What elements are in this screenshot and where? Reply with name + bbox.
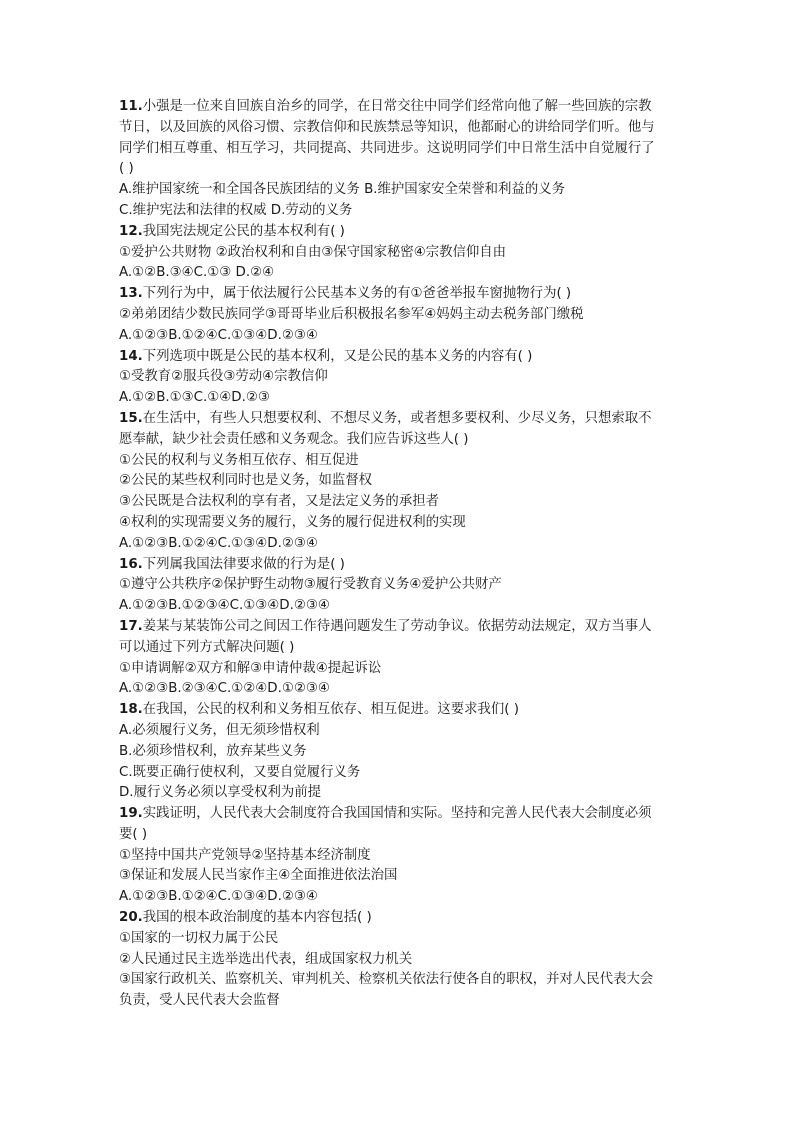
answer-choice: A.①②B.①③C.①④D.②③ bbox=[119, 390, 270, 406]
question-stem-continued bbox=[119, 825, 679, 846]
answer-choice: A.①②③B.①②④C.①③④D.②③④ bbox=[119, 889, 318, 905]
question-stem-text: 我国宪法规定公民的基本权利有( ) bbox=[142, 223, 345, 239]
question-12 bbox=[119, 222, 679, 284]
question-stem-continued bbox=[119, 430, 679, 451]
statement-item: ②公民的某些权利同时也是义务，如监督权 bbox=[119, 473, 373, 489]
statement-item: ①公民的权利与义务相互依存、相互促进 bbox=[119, 452, 359, 468]
question-19 bbox=[119, 804, 679, 908]
question-stem-text: 要( ) bbox=[119, 826, 148, 842]
question-20 bbox=[119, 908, 679, 1012]
question-stem-text: 愿奉献，缺少社会责任感和义务观念。我们应告诉这些人( ) bbox=[119, 431, 469, 447]
statement-item: ③国家行政机关、监察机关、审判机关、检察机关依法行使各自的职权，并对人民代表大会 bbox=[119, 972, 654, 988]
question-17 bbox=[119, 617, 679, 700]
answer-choice: C.既要正确行使权利，又要自觉履行义务 bbox=[119, 764, 361, 780]
statement-item: 负责，受人民代表大会监督 bbox=[119, 993, 280, 1009]
question-number: 13. bbox=[119, 286, 143, 302]
question-number: 17. bbox=[119, 618, 143, 634]
statement-item: ④权利的实现需要义务的履行，义务的履行促进权利的实现 bbox=[119, 514, 466, 530]
statement-item: ③公民既是合法权利的享有者，又是法定义务的承担者 bbox=[119, 494, 439, 510]
question-stem-continued bbox=[119, 139, 679, 160]
answer-choice: A.①②③B.①②④C.①③④D.②③④ bbox=[119, 535, 318, 551]
question-stem-continued bbox=[119, 159, 679, 180]
question-number: 15. bbox=[119, 410, 143, 426]
question-stem-text: 下列属我国法律要求做的行为是( ) bbox=[142, 556, 345, 572]
question-stem bbox=[119, 700, 679, 721]
question-stem bbox=[119, 617, 679, 638]
question-stem-continued bbox=[119, 638, 679, 659]
answer-choice: A.维护国家统一和全国各民族团结的义务 B.维护国家安全荣誉和利益的义务 bbox=[119, 182, 565, 198]
question-stem-text: 节日，以及回族的风俗习惯、宗教信仰和民族禁忌等知识，他都耐心的讲给同学们听。他与 bbox=[119, 119, 655, 135]
question-18 bbox=[119, 700, 679, 804]
question-stem bbox=[119, 222, 679, 243]
question-number: 16. bbox=[119, 556, 143, 572]
question-number: 20. bbox=[119, 910, 143, 926]
statement-item: ③保证和发展人民当家作主④全面推进依法治国 bbox=[119, 868, 398, 884]
statement-item: ①申请调解②双方和解③申请仲裁④提起诉讼 bbox=[119, 660, 382, 676]
answer-choice: A.①②B.③④C.①③ D.②④ bbox=[119, 265, 275, 281]
question-stem bbox=[119, 908, 679, 929]
answer-choice: B.必须珍惜权利，放弃某些义务 bbox=[119, 743, 307, 759]
question-number: 18. bbox=[119, 702, 143, 718]
question-stem bbox=[119, 284, 679, 305]
question-stem-text: 可以通过下列方式解决问题( ) bbox=[119, 639, 295, 655]
question-stem-text: 下列行为中，属于依法履行公民基本义务的有①爸爸举报车窗抛物行为( ) bbox=[142, 286, 572, 302]
answer-choice: A.①②③B.②③④C.①②④D.①②③④ bbox=[119, 681, 330, 697]
question-stem-text: 实践证明，人民代表大会制度符合我国国情和实际。坚持和完善人民代表大会制度必须 bbox=[142, 806, 652, 822]
question-stem bbox=[119, 347, 679, 368]
statement-item: ②人民通过民主选举选出代表，组成国家权力机关 bbox=[119, 951, 413, 967]
question-stem-text: 小强是一位来自回族自治乡的同学，在日常交往中同学们经常向他了解一些回族的宗教 bbox=[142, 99, 652, 114]
question-number: 12. bbox=[119, 223, 143, 239]
answer-choice: D.履行义务必须以享受权利为前提 bbox=[119, 785, 322, 801]
question-stem-text: 下列选项中既是公民的基本权利，又是公民的基本义务的内容有( ) bbox=[142, 348, 533, 364]
statement-item: ①受教育②服兵役③劳动④宗教信仰 bbox=[119, 369, 328, 385]
question-stem-text: ( ) bbox=[119, 161, 134, 177]
statement-item: ①遵守公共秩序②保护野生动物③履行受教育义务④爱护公共财产 bbox=[119, 577, 502, 593]
question-stem-text: 在我国，公民的权利和义务相互依存、相互促进。这要求我们( ) bbox=[142, 702, 519, 718]
statement-item: ①爱护公共财物 ②政治权利和自由③保守国家秘密④宗教信仰自由 bbox=[119, 244, 507, 260]
answer-choice: A.①②③B.①②④C.①③④D.②③④ bbox=[119, 327, 318, 343]
answer-choice: A.必须履行义务，但无须珍惜权利 bbox=[119, 722, 320, 738]
question-stem-text: 同学们相互尊重、相互学习，共同提高、共同进步。这说明同学们中日常生活中自觉履行了 bbox=[119, 140, 655, 156]
statement-item: ②弟弟团结少数民族同学③哥哥毕业后积极报名参军④妈妈主动去税务部门缴税 bbox=[119, 306, 584, 322]
answer-choice: A.①②③B.①②③④C.①③④D.②③④ bbox=[119, 598, 330, 614]
question-11 bbox=[119, 97, 679, 222]
question-number: 19. bbox=[119, 806, 143, 822]
question-stem bbox=[119, 804, 679, 825]
question-stem bbox=[119, 555, 679, 576]
question-stem bbox=[119, 97, 679, 118]
question-stem-text: 我国的根本政治制度的基本内容包括( ) bbox=[142, 910, 372, 926]
exam-page bbox=[119, 97, 679, 1012]
question-15 bbox=[119, 409, 679, 555]
question-16 bbox=[119, 555, 679, 617]
question-stem-text: 姜某与某装饰公司之间因工作待遇问题发生了劳动争议。依据劳动法规定，双方当事人 bbox=[142, 618, 652, 634]
question-stem-continued bbox=[119, 118, 679, 139]
question-stem bbox=[119, 409, 679, 430]
answer-choice: C.维护宪法和法律的权威 D.劳动的义务 bbox=[119, 202, 353, 218]
statement-item: ①国家的一切权力属于公民 bbox=[119, 930, 279, 946]
question-number: 11. bbox=[119, 99, 143, 114]
question-stem-text: 在生活中，有些人只想要权利、不想尽义务，或者想多要权利、少尽义务，只想索取不 bbox=[142, 410, 652, 426]
question-number: 14. bbox=[119, 348, 143, 364]
question-13 bbox=[119, 284, 679, 346]
question-14 bbox=[119, 347, 679, 409]
statement-item: ①坚持中国共产党领导②坚持基本经济制度 bbox=[119, 847, 371, 863]
